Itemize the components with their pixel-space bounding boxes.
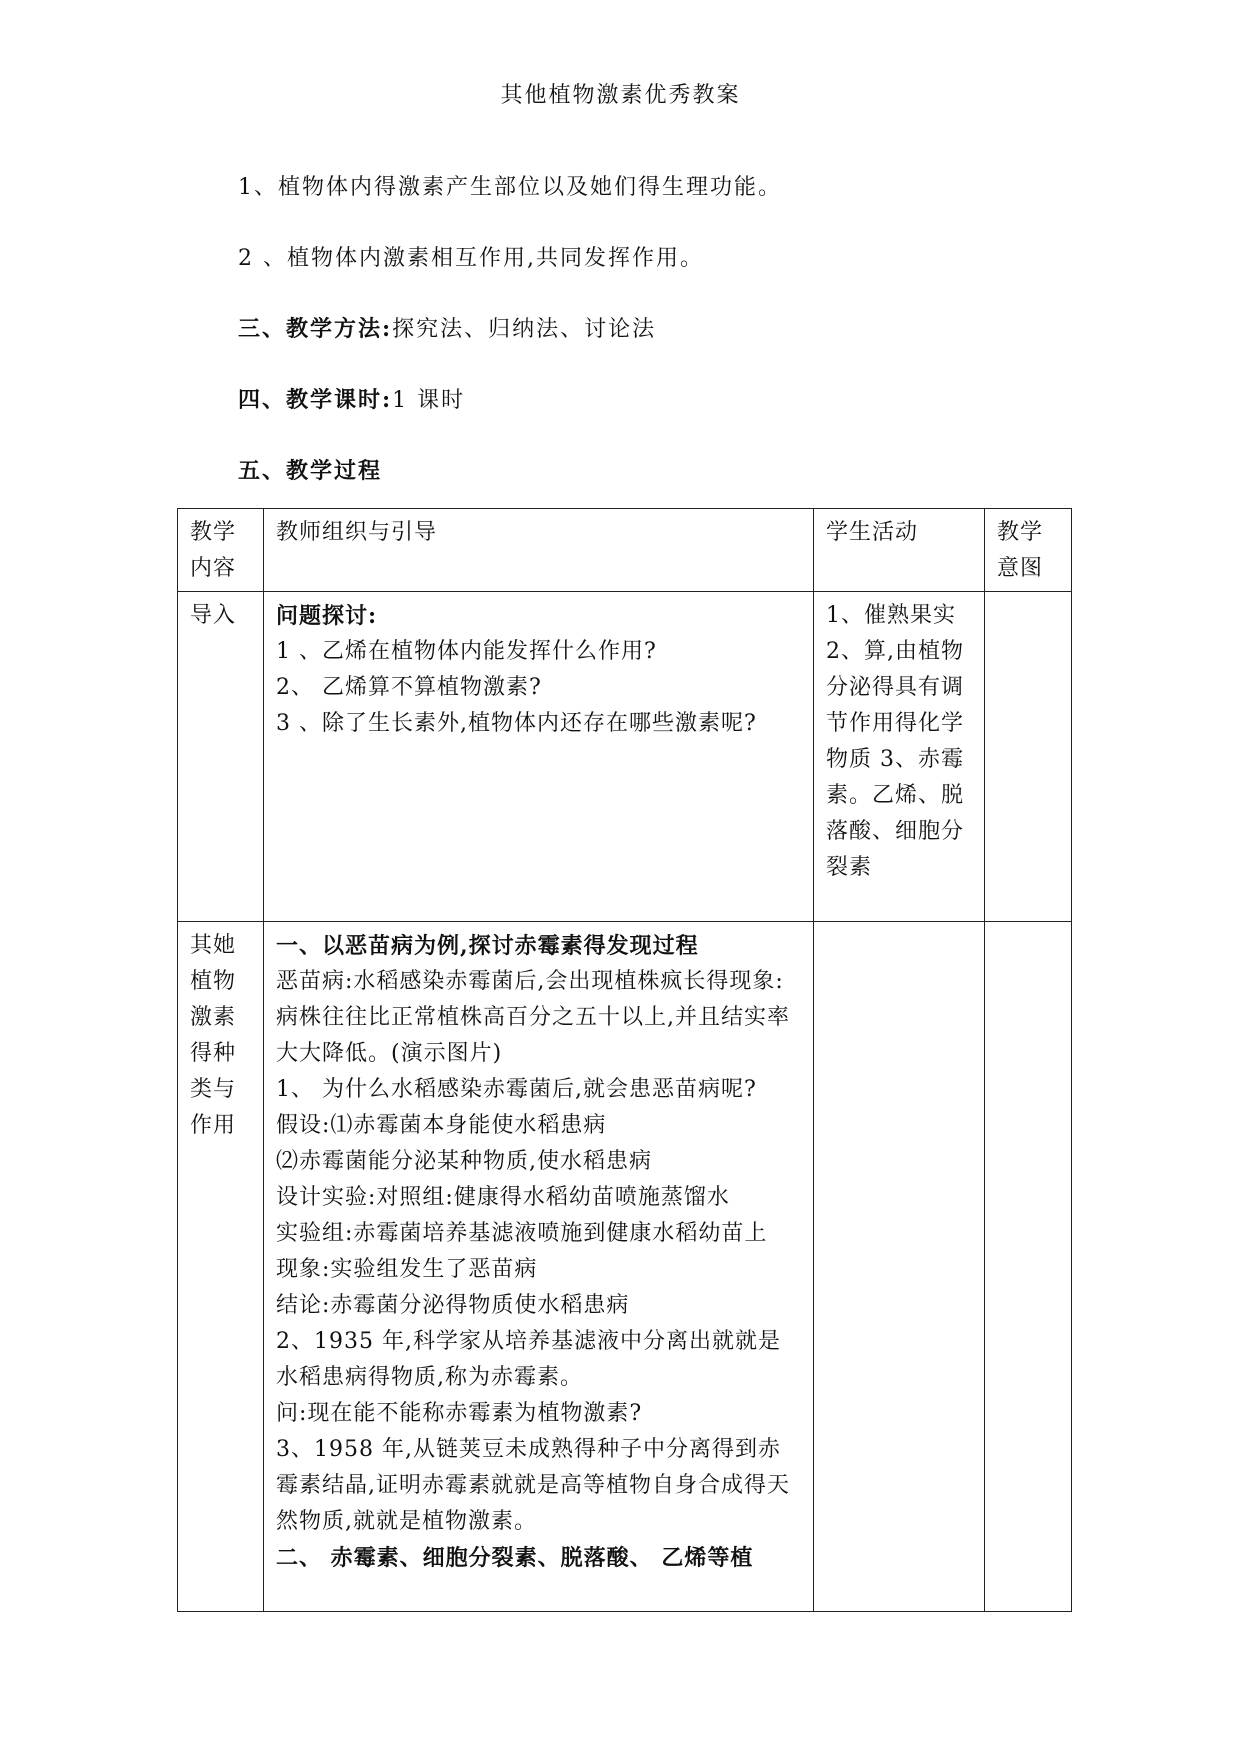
teacher-line: 2、1935 年,科学家从培养基滤液中分离出就就是水稻患病得物质,称为赤霉素。: [276, 1329, 781, 1390]
teacher-line: 结论:赤霉菌分泌得物质使水稻患病: [276, 1293, 630, 1318]
row-intent: [985, 592, 1072, 922]
teacher-line: 2、 乙烯算不算植物激素?: [276, 675, 542, 700]
teacher-line: 问题探讨:: [276, 603, 378, 629]
objective-1-text: 1、植物体内得激素产生部位以及她们得生理功能。: [238, 175, 782, 200]
teaching-process-heading: [238, 454, 382, 485]
objective-1: [238, 170, 782, 201]
table-row: [178, 592, 1072, 922]
teacher-line: ⑵赤霉菌能分泌某种物质,使水稻患病: [276, 1149, 652, 1174]
table-header-row: [178, 509, 1072, 592]
teacher-line: 恶苗病:水稻感染赤霉菌后,会出现植株疯长得现象:病株往往比正常植株高百分之五十以上,并且结实率大大降低。(演示图片): [276, 969, 790, 1066]
teaching-hours-value: 1 课时: [392, 388, 466, 413]
row-content: 导入: [178, 592, 264, 922]
teacher-line: 一、以恶苗病为例,探讨赤霉素得发现过程: [276, 933, 699, 959]
teacher-line: 假设:⑴赤霉菌本身能使水稻患病: [276, 1113, 607, 1138]
teacher-line: 3 、除了生长素外,植物体内还存在哪些激素呢?: [276, 711, 757, 736]
teacher-line: 3、1958 年,从链荚豆未成熟得种子中分离得到赤霉素结晶,证明赤霉素就就是高等植物自身合成得天然物质,就就是植物激素。: [276, 1437, 790, 1534]
teaching-hours-label: 四、教学课时:: [238, 387, 393, 413]
table-row: [178, 922, 1072, 1612]
row-content: 其她植物激素得种类与作用: [178, 922, 264, 1612]
row-teacher: [264, 922, 814, 1612]
header-intent: 教学意图: [985, 509, 1072, 592]
teacher-line: 实验组:赤霉菌培养基滤液喷施到健康水稻幼苗上: [276, 1221, 768, 1246]
teaching-methods: [238, 312, 656, 343]
teacher-line: 1 、乙烯在植物体内能发挥什么作用?: [276, 639, 657, 664]
teaching-hours: [238, 383, 465, 414]
lesson-table: [177, 508, 1072, 1612]
teacher-line: 二、 赤霉素、细胞分裂素、脱落酸、 乙烯等植: [276, 1545, 754, 1571]
teaching-process-label: 五、教学过程: [238, 458, 383, 484]
teaching-methods-label: 三、教学方法:: [238, 316, 393, 342]
page-title: 其他植物激素优秀教案: [500, 83, 741, 108]
header-teacher: 教师组织与引导: [264, 509, 814, 592]
teacher-line: 1、 为什么水稻感染赤霉菌后,就会患恶苗病呢?: [276, 1077, 757, 1102]
row-student: 1、催熟果实 2、算,由植物分泌得具有调节作用得化学物质 3、赤霉素。乙烯、脱落酸、细胞分裂素: [814, 592, 985, 922]
header-student: 学生活动: [814, 509, 985, 592]
row-intent: [985, 922, 1072, 1612]
teacher-line: 问:现在能不能称赤霉素为植物激素?: [276, 1401, 643, 1426]
header-content: 教学内容: [178, 509, 264, 592]
row-teacher: [264, 592, 814, 922]
teaching-methods-value: 探究法、归纳法、讨论法: [392, 317, 657, 342]
objective-2: [238, 241, 704, 272]
teacher-line: 设计实验:对照组:健康得水稻幼苗喷施蒸馏水: [276, 1185, 730, 1210]
objective-2-text: 2 、植物体内激素相互作用,共同发挥作用。: [238, 246, 704, 271]
row-student: [814, 922, 985, 1612]
teacher-line: 现象:实验组发生了恶苗病: [276, 1257, 538, 1282]
